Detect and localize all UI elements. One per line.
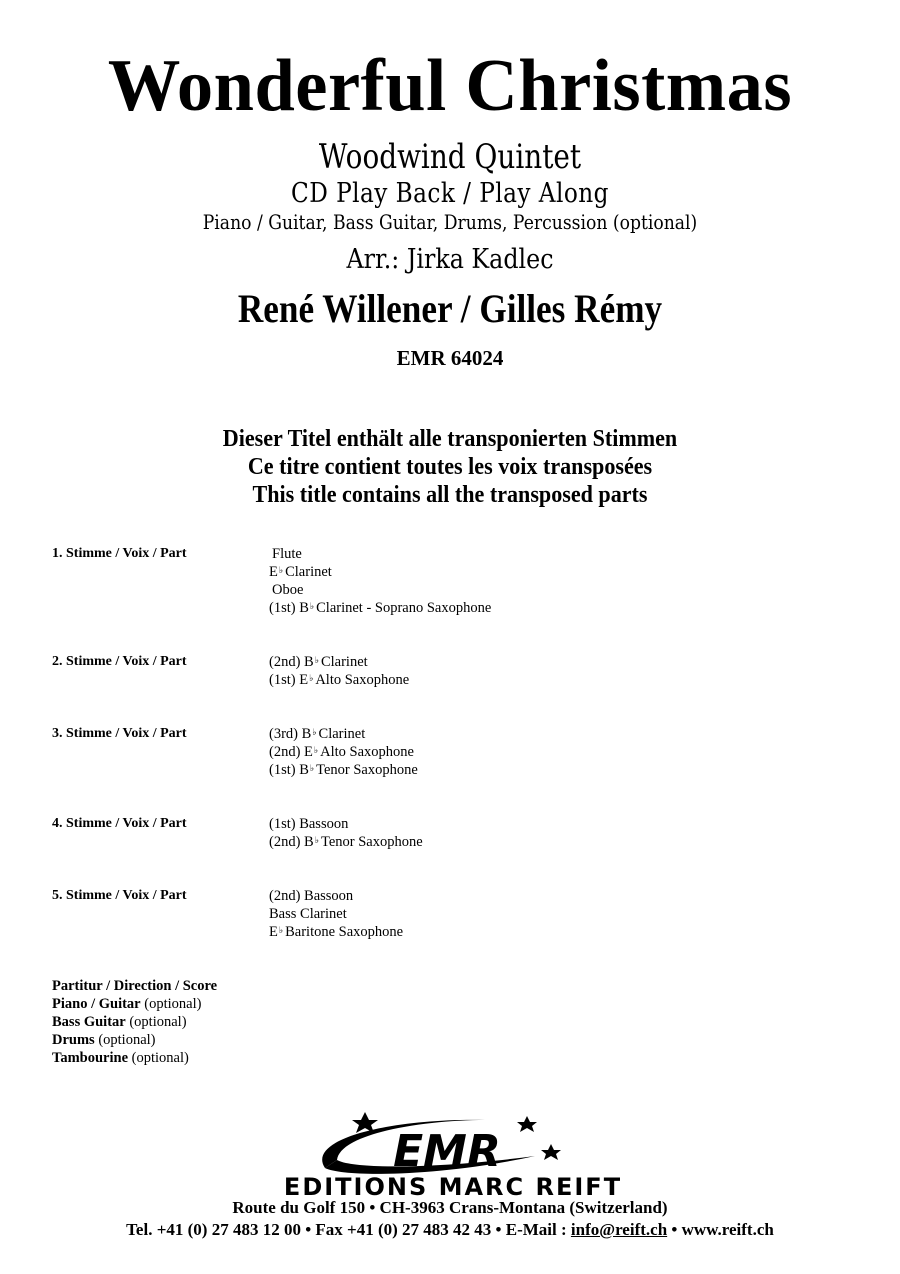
- part-4-label: 4. Stimme / Voix / Part: [52, 816, 187, 831]
- part-instrument: E♭ Clarinet: [269, 564, 332, 580]
- email-link[interactable]: info@reift.ch: [570, 1220, 668, 1239]
- part-instrument: Bass Clarinet: [269, 906, 347, 922]
- publisher-logo: [245, 1108, 665, 1198]
- part-5-instruments: [269, 887, 403, 941]
- part-2-label: 2. Stimme / Voix / Part: [52, 654, 187, 669]
- logo-emr-text: EMR: [393, 1126, 501, 1177]
- publisher-contact: Tel. +41 (0) 27 483 12 00 • Fax +41 (0) 27 483 42 43 • E-Mail : info@reift.ch • www.reift.ch: [126, 1220, 774, 1239]
- composers: René Willener / Gilles Rémy: [237, 286, 663, 331]
- page-title: Wonderful Christmas: [107, 45, 793, 127]
- notice-german: Dieser Titel enthält alle transponierten Stimmen: [222, 426, 678, 452]
- extra-part: Tambourine (optional): [52, 1050, 189, 1066]
- part-1-instruments: [269, 545, 491, 617]
- logo-star-icon: [517, 1116, 537, 1132]
- part-instrument: (2nd) B♭ Clarinet: [269, 654, 368, 670]
- extra-part: Bass Guitar (optional): [52, 1014, 187, 1030]
- subtitle: Woodwind Quintet: [318, 137, 582, 177]
- extra-part: Piano / Guitar (optional): [52, 996, 202, 1012]
- part-3-instruments: [269, 725, 418, 779]
- part-1-label: 1. Stimme / Voix / Part: [52, 546, 187, 561]
- part-instrument: (2nd) Bassoon: [269, 888, 354, 904]
- part-instrument: (3rd) B♭ Clarinet: [269, 726, 366, 742]
- publisher-address: Route du Golf 150 • CH-3963 Crans-Montana (Switzerland): [232, 1198, 668, 1217]
- part-instrument: (1st) E♭ Alto Saxophone: [269, 672, 410, 688]
- part-4-instruments: [269, 815, 423, 851]
- part-5-label: 5. Stimme / Voix / Part: [52, 888, 187, 903]
- part-instrument: E♭ Baritone Saxophone: [269, 924, 404, 940]
- instrumentation-line: Piano / Guitar, Bass Guitar, Drums, Percussion (optional): [202, 210, 698, 234]
- notice-french: Ce titre contient toutes les voix transposées: [247, 454, 653, 480]
- notice-english: This title contains all the transposed parts: [252, 482, 648, 508]
- playback-line: CD Play Back / Play Along: [291, 178, 609, 209]
- arranger: Arr.: Jirka Kadlec: [346, 244, 554, 275]
- part-instrument: (2nd) B♭ Tenor Saxophone: [269, 834, 423, 850]
- part-instrument: (1st) B♭ Tenor Saxophone: [269, 762, 418, 778]
- part-instrument: (2nd) E♭ Alto Saxophone: [269, 744, 414, 760]
- catalog-number: EMR 64024: [396, 346, 504, 370]
- part-instrument: (1st) Bassoon: [269, 816, 349, 832]
- part-3-label: 3. Stimme / Voix / Part: [52, 726, 187, 741]
- publisher-name: EDITIONS MARC REIFT: [283, 1173, 623, 1198]
- logo-star-icon: [541, 1144, 561, 1160]
- part-instrument: Flute: [272, 546, 302, 562]
- extra-parts-list: [52, 977, 217, 1067]
- part-2-instruments: [269, 653, 409, 689]
- extra-part: Drums (optional): [52, 1032, 156, 1048]
- part-instrument: Oboe: [272, 582, 304, 598]
- part-instrument: (1st) B♭ Clarinet - Soprano Saxophone: [269, 600, 492, 616]
- extra-part: Partitur / Direction / Score: [52, 978, 218, 994]
